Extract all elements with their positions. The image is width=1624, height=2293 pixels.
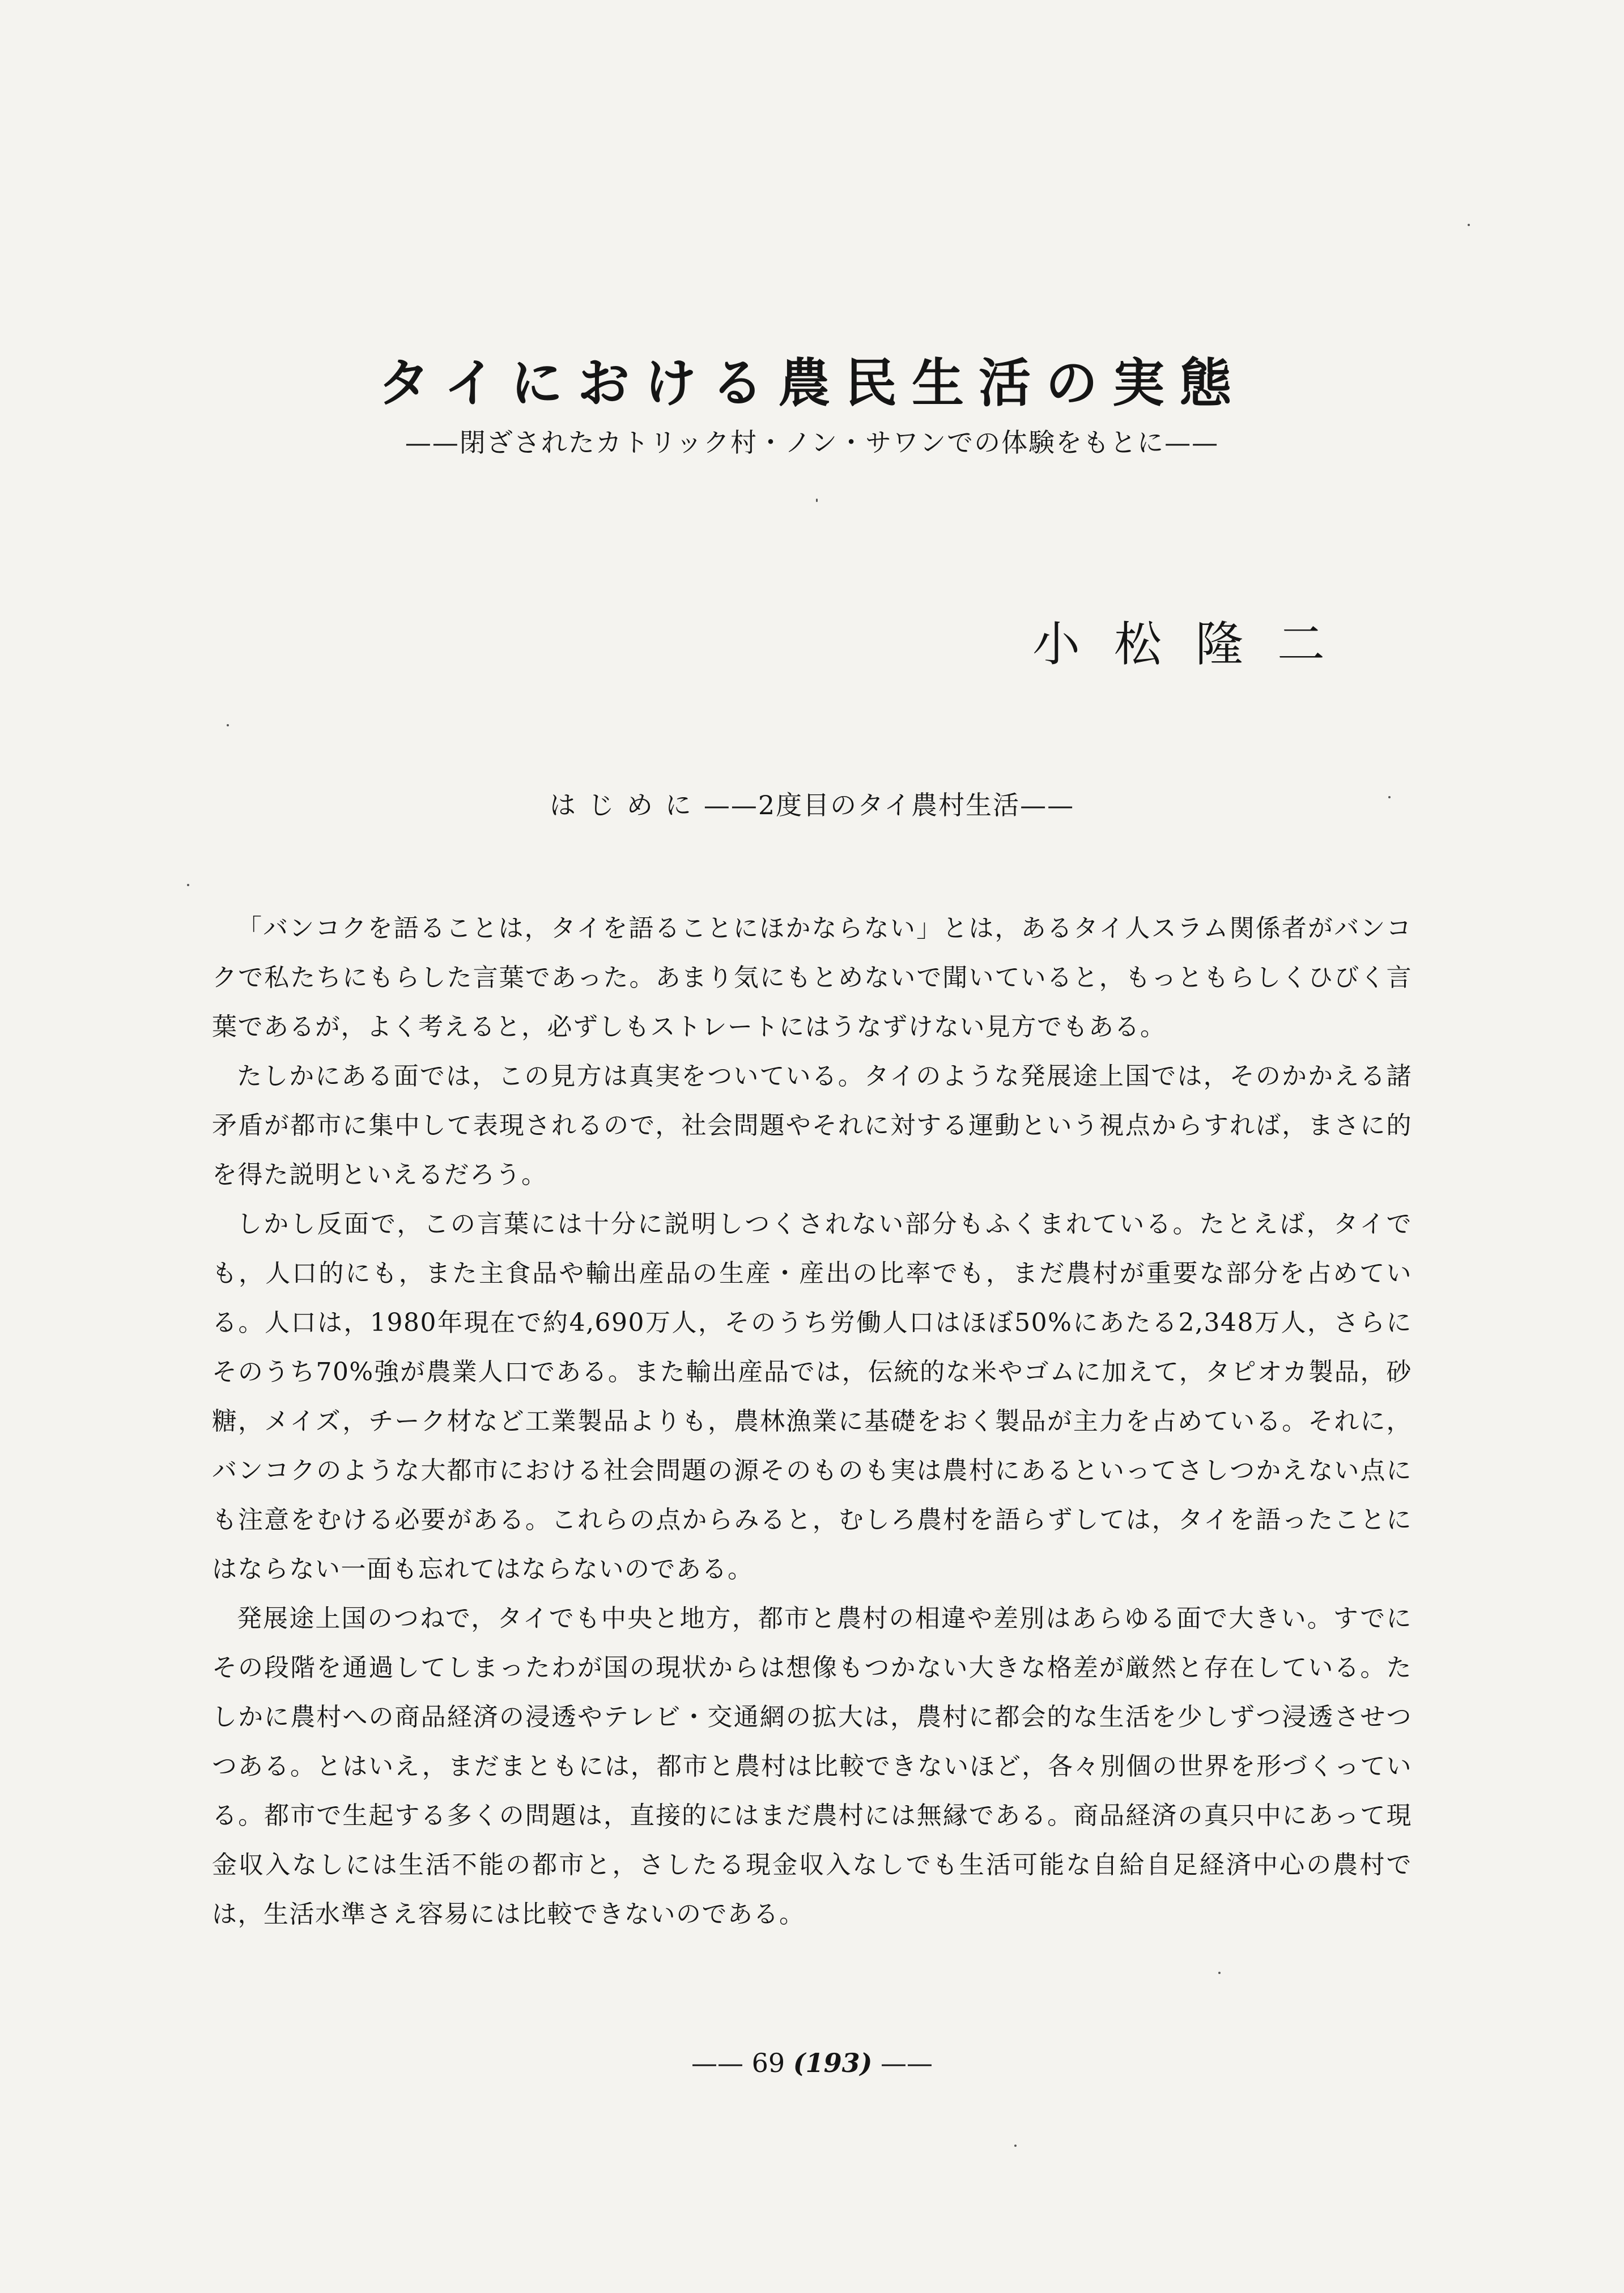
scan-speck	[1218, 1972, 1221, 1974]
page-number-value: 69	[751, 2048, 785, 2078]
section-heading	[0, 792, 1624, 818]
section-heading-dash: ——	[703, 790, 758, 820]
scan-speck	[227, 724, 229, 726]
paragraph: たしかにある面では，この見方は真実をついている。タイのような発展途上国では，そのかかえる諸矛盾が都市に集中して表現されるので，社会問題やそれに対する運動という視点からすれば，まさに的を得た説明といえるだろう。	[212, 1062, 1412, 1189]
scan-speck	[1014, 2145, 1017, 2147]
scan-speck	[1388, 796, 1391, 798]
body-text	[212, 904, 1412, 1939]
scan-speck	[187, 884, 189, 886]
paragraph: しかし反面で，この言葉には十分に説明しつくされない部分もふくまれている。たとえば，タイでも，人口的にも，また主食品や輸出産品の生産・産出の比率でも，まだ農村が重要な部分を占めている。人口は，1980年現在で約4,690万人，そのうち労働人口はほぼ50%にあたる2,348万人，さらにそのうち70%強が農業人口である。また輸出産品では，伝統的な米やゴムに加えて，タピオカ製品，砂糖，メイズ，チーク材など工業製品よりも，農林漁業に基礎をおく製品が主力を占めている。それに，バンコクのような大都市における社会問題の源そのものも実は農村にあるといってさしつかえない点にも注意をむける必要がある。これらの点からみると，むしろ農村を語らずしては，タイを語ったことにはならない一面も忘れてはならないのである。	[212, 1210, 1412, 1584]
section-heading-main: はじめに	[549, 790, 704, 820]
article-title: タイにおける農民生活の実態	[377, 352, 1247, 414]
article-subtitle: ——閉ざされたカトリック村・ノン・サワンでの体験をもとに——	[405, 427, 1219, 458]
paragraph: 「バンコクを語ることは，タイを語ることにほかならない」とは，あるタイ人スラム関係者がバンコクで私たちにもらした言葉であった。あまり気にもとめないで聞いていると，もっともらしくひびく言葉であるが，よく考えると，必ずしもストレートにはうなずけない見方でもある。	[212, 914, 1412, 1041]
page-number-dash-right: ——	[880, 2048, 933, 2078]
page-number-dash-left: ——	[691, 2048, 743, 2078]
section-heading-sub: 2度目のタイ農村生活	[758, 790, 1021, 820]
section-heading-end: ——	[1020, 790, 1075, 820]
article-author: 小松隆二	[1032, 616, 1359, 672]
scan-speck	[816, 499, 818, 502]
paragraph: 発展途上国のつねで，タイでも中央と地方，都市と農村の相違や差別はあらゆる面で大きい。すでにその段階を通過してしまったわが国の現状からは想像もつかない大きな格差が厳然と存在している。たしかに農村への商品経済の浸透やテレビ・交通網の拡大は，農村に都会的な生活を少しずつ浸透させつつある。とはいえ，まだまともには，都市と農村は比較できないほど，各々別個の世界を形づくっている。都市で生起する多くの問題は，直接的にはまだ農村には無縁である。商品経済の真只中にあって現金収入なしには生活不能の都市と，さしたる現金収入なしでも生活可能な自給自足経済中心の農村では，生活水準さえ容易には比較できないのである。	[212, 1604, 1412, 1929]
scan-speck	[1468, 224, 1470, 226]
page-number	[0, 2050, 1624, 2076]
original-page-number: (193)	[793, 2048, 873, 2078]
